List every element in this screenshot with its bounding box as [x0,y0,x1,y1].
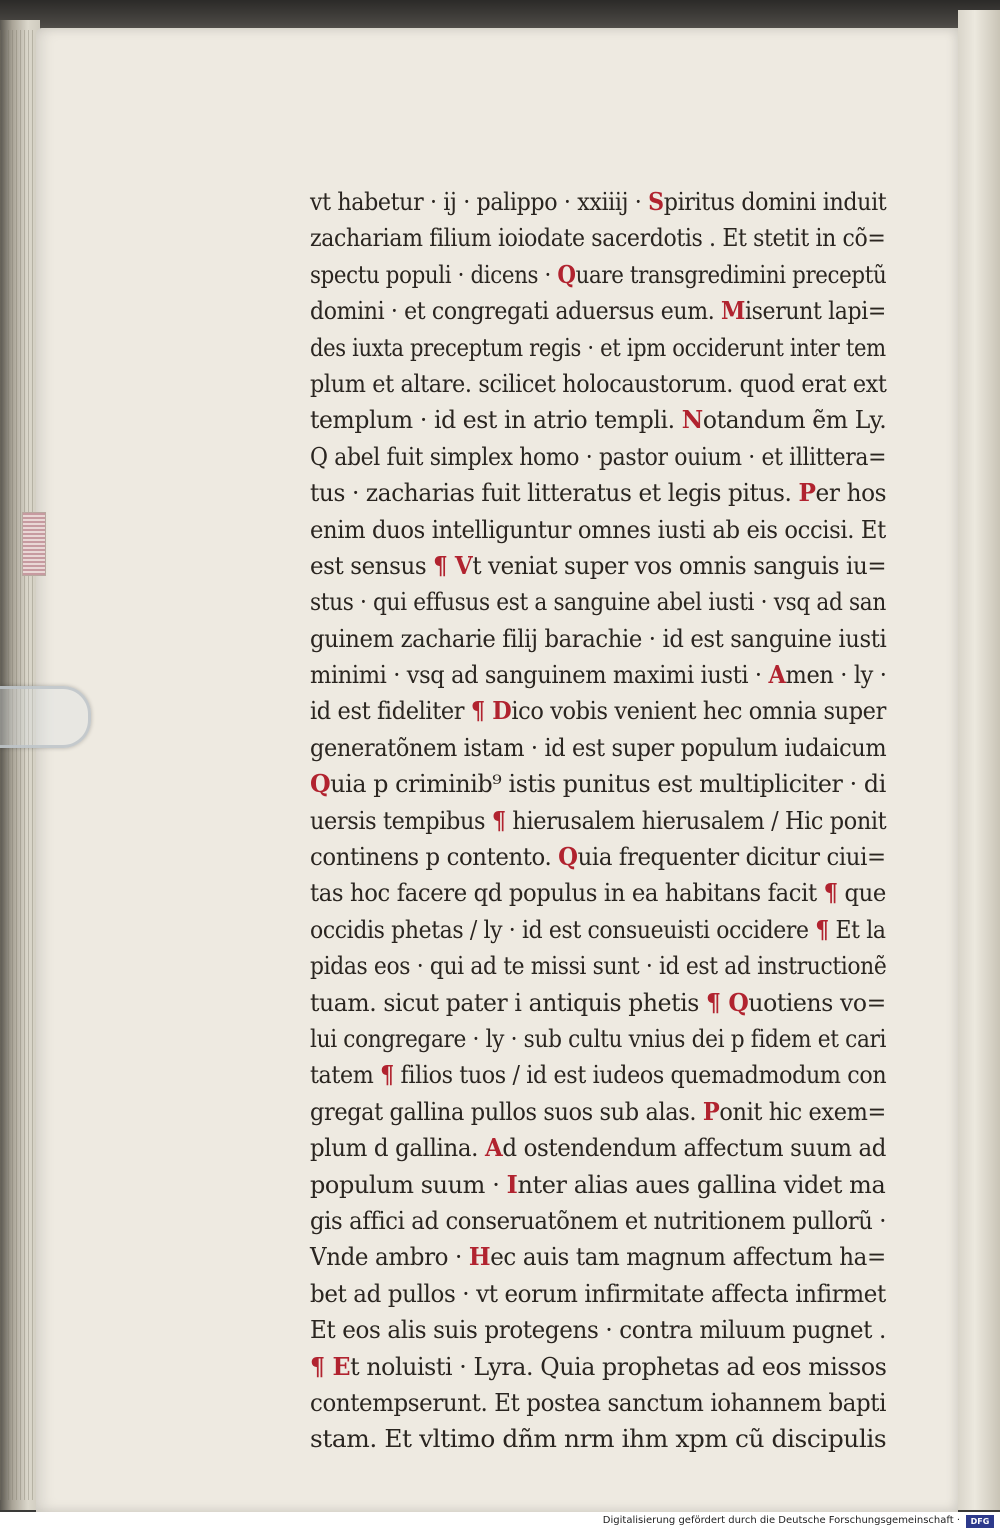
bookmark-ribbon [22,512,46,576]
line-text-after: Et la [828,915,886,944]
line-text-before: tuam. sicut pater i antiquis phetis [310,988,707,1017]
rubricated-initial: ¶ V [433,550,473,580]
line-text-before: generatõnem istam · id est super populum iudaicum [310,733,887,762]
funding-credit: Digitalisierung gefördert durch die Deutsche Forschungsgemeinschaft · [602,1515,960,1526]
line-text-after: uia p criminib⁹ istis punitus est multipliciter · di [330,770,886,799]
line-text-after: ico vobis venient hec omnia super [511,697,886,726]
dfg-logo: DFG [966,1515,994,1528]
rubricated-initial: I [506,1169,518,1199]
text-line [310,912,886,948]
text-line [310,948,887,984]
text-line [310,184,887,220]
line-text-after: t noluisti · Lyra. Quia prophetas ad eos missos [350,1352,887,1381]
text-line [310,621,887,657]
text-line [310,366,887,402]
text-line [310,766,886,802]
incunabulum-text-column [310,184,886,1458]
rubricated-initial: ¶ D [470,696,512,726]
text-line [310,657,887,693]
line-text-before: Vnde ambro · [310,1243,469,1272]
text-line [310,1203,887,1239]
line-text-before: continens p contento. [310,843,559,872]
line-text-before: zachariam filium ioiodate sacerdotis . [310,224,723,253]
line-text-before: gregat gallina pullos suos sub alas. [310,1097,703,1126]
text-line [310,1421,906,1457]
rubricated-initial: Q [558,842,578,872]
line-text-before: plum d gallina. [310,1134,485,1163]
text-line [310,730,887,766]
line-text-before: templum · id est in atrio templi. [310,406,682,435]
line-text-after: filios tuos / id est iudeos quemadmodum con [393,1061,887,1090]
rubricated-initial: ¶ [815,914,829,944]
text-line [310,402,887,438]
footer-bar [0,1512,1000,1532]
paper-clip [0,686,91,748]
rubricated-initial: ¶ [491,805,506,835]
line-text-after: er hos [815,479,887,508]
line-text-after: uia frequenter dicitur ciui= [577,843,886,872]
rubricated-initial: A [484,1133,503,1163]
text-line [310,439,887,475]
line-text-after: iserunt lapi= [744,297,886,326]
text-line [310,1167,885,1203]
left-page-edges [0,30,36,1500]
line-text-before: tus · zacharias fuit litteratus et legis pitus. [310,479,799,508]
line-text-before: est sensus [310,551,434,580]
rubricated-initial: ¶ Q [706,987,749,1017]
line-text-before: plum et altare. scilicet holocaustorum. quod erat ext [310,369,887,398]
line-text-before: tatem [310,1061,381,1090]
text-line [310,875,886,911]
line-text-before: domini · et congregati aduersus eum. [310,297,721,326]
line-text-after: hierusalem hierusalem / Hic ponit [505,806,887,835]
line-text-before: bet ad pullos · vt eorum infirmitate affecta infirmet [310,1279,886,1308]
line-text-after: uotiens vo= [748,988,886,1017]
rubricated-initial: H [468,1242,491,1272]
line-text-before: minimi · vsq ad sanguinem maximi iusti · [310,661,769,690]
line-text-before: guinem zacharie filij barachie · id est sanguine iusti [310,624,887,653]
text-line [310,1349,887,1385]
rubricated-initial: N [681,405,703,435]
text-line [310,1385,887,1421]
rubricated-initial: S [648,187,664,216]
line-text-before: des iuxta preceptum regis · et ipm occiderunt inter tem [310,333,886,362]
line-text-before: uersis tempibus [310,806,492,835]
line-text-after: uare transgredimini preceptũ [575,260,887,289]
rubricated-initial: ¶ [380,1060,394,1090]
line-text-after: d ostendendum affectum suum ad [502,1134,887,1163]
line-text-before: populum suum · [310,1170,507,1199]
text-line [310,1094,886,1130]
rubricated-initial: Q [557,259,576,289]
text-line [310,257,887,293]
text-line [310,1057,887,1093]
line-text-before: occidis phetas / ly · id est consueuisti occidere [310,915,816,944]
text-line [310,220,886,256]
text-line [310,1021,887,1057]
line-text-before: pidas eos · qui ad te missi sunt · id est ad instructionẽ [310,952,887,981]
text-line [310,475,887,511]
line-text-before: Et eos alis suis protegens · contra miluum pugnet . [310,1316,886,1345]
line-text-before: enim duos intelliguntur omnes iusti ab eis occisi. Et [310,515,886,544]
rubricated-initial: ¶ E [310,1351,351,1381]
rubricated-initial: ¶ [823,878,838,908]
text-line [310,548,887,584]
rubricated-initial: P [798,478,816,508]
rubricated-initial: Q [310,769,331,799]
line-text-after: otandum ẽm Ly. [702,406,887,435]
line-text-after: que [837,879,886,908]
line-text-before: stam. Et vltimo dñm nrm ihm xpm cũ discipulis [310,1425,887,1454]
text-line [310,584,886,620]
line-text-after: t veniat super vos omnis sanguis iu= [472,551,887,580]
line-text-before: stus · qui effusus est a sanguine abel iusti · vsq ad san [310,588,886,617]
line-text-before: id est fideliter [310,697,471,726]
text-line [310,1276,886,1312]
line-text-before: Q abel fuit simplex homo · pastor ouium · et illittera= [310,442,887,471]
line-text-after: onit hic exem= [719,1097,886,1126]
text-line [310,1312,886,1348]
line-text-after: piritus domini induit [663,188,887,216]
text-line [310,1239,886,1275]
line-text-before: contempserunt. Et postea sanctum iohannem bapti [310,1388,887,1417]
rubricated-initial: P [702,1096,720,1126]
line-text-before: spectu populi · dicens · [310,260,558,289]
text-line [310,293,886,329]
text-line [310,693,886,729]
text-line [310,985,886,1021]
line-text-after: men · ly · [785,661,887,690]
line-text-before: tas hoc facere qd populus in ea habitans facit [310,879,824,908]
text-line [310,330,886,366]
line-text-before: vt habetur · ij · palippo · xxiiij · [310,188,649,216]
line-text-after: ec auis tam magnum affectum ha= [490,1243,886,1272]
text-line [310,803,887,839]
line-text-after: nter alias aues gallina videt ma [517,1170,886,1199]
text-line [310,512,886,548]
text-line [310,839,886,875]
line-text-before: lui congregare · ly · sub cultu vnius dei p fidem et cari [310,1024,887,1053]
rubricated-initial: A [768,660,786,690]
text-line [310,1130,887,1166]
right-page-edge [958,10,1000,1510]
rubricated-initial: M [720,296,745,326]
line-text-before: gis affici ad conseruatõnem et nutritionem pullorũ · [310,1206,887,1235]
line-text-after: Et stetit in cõ= [722,224,886,253]
